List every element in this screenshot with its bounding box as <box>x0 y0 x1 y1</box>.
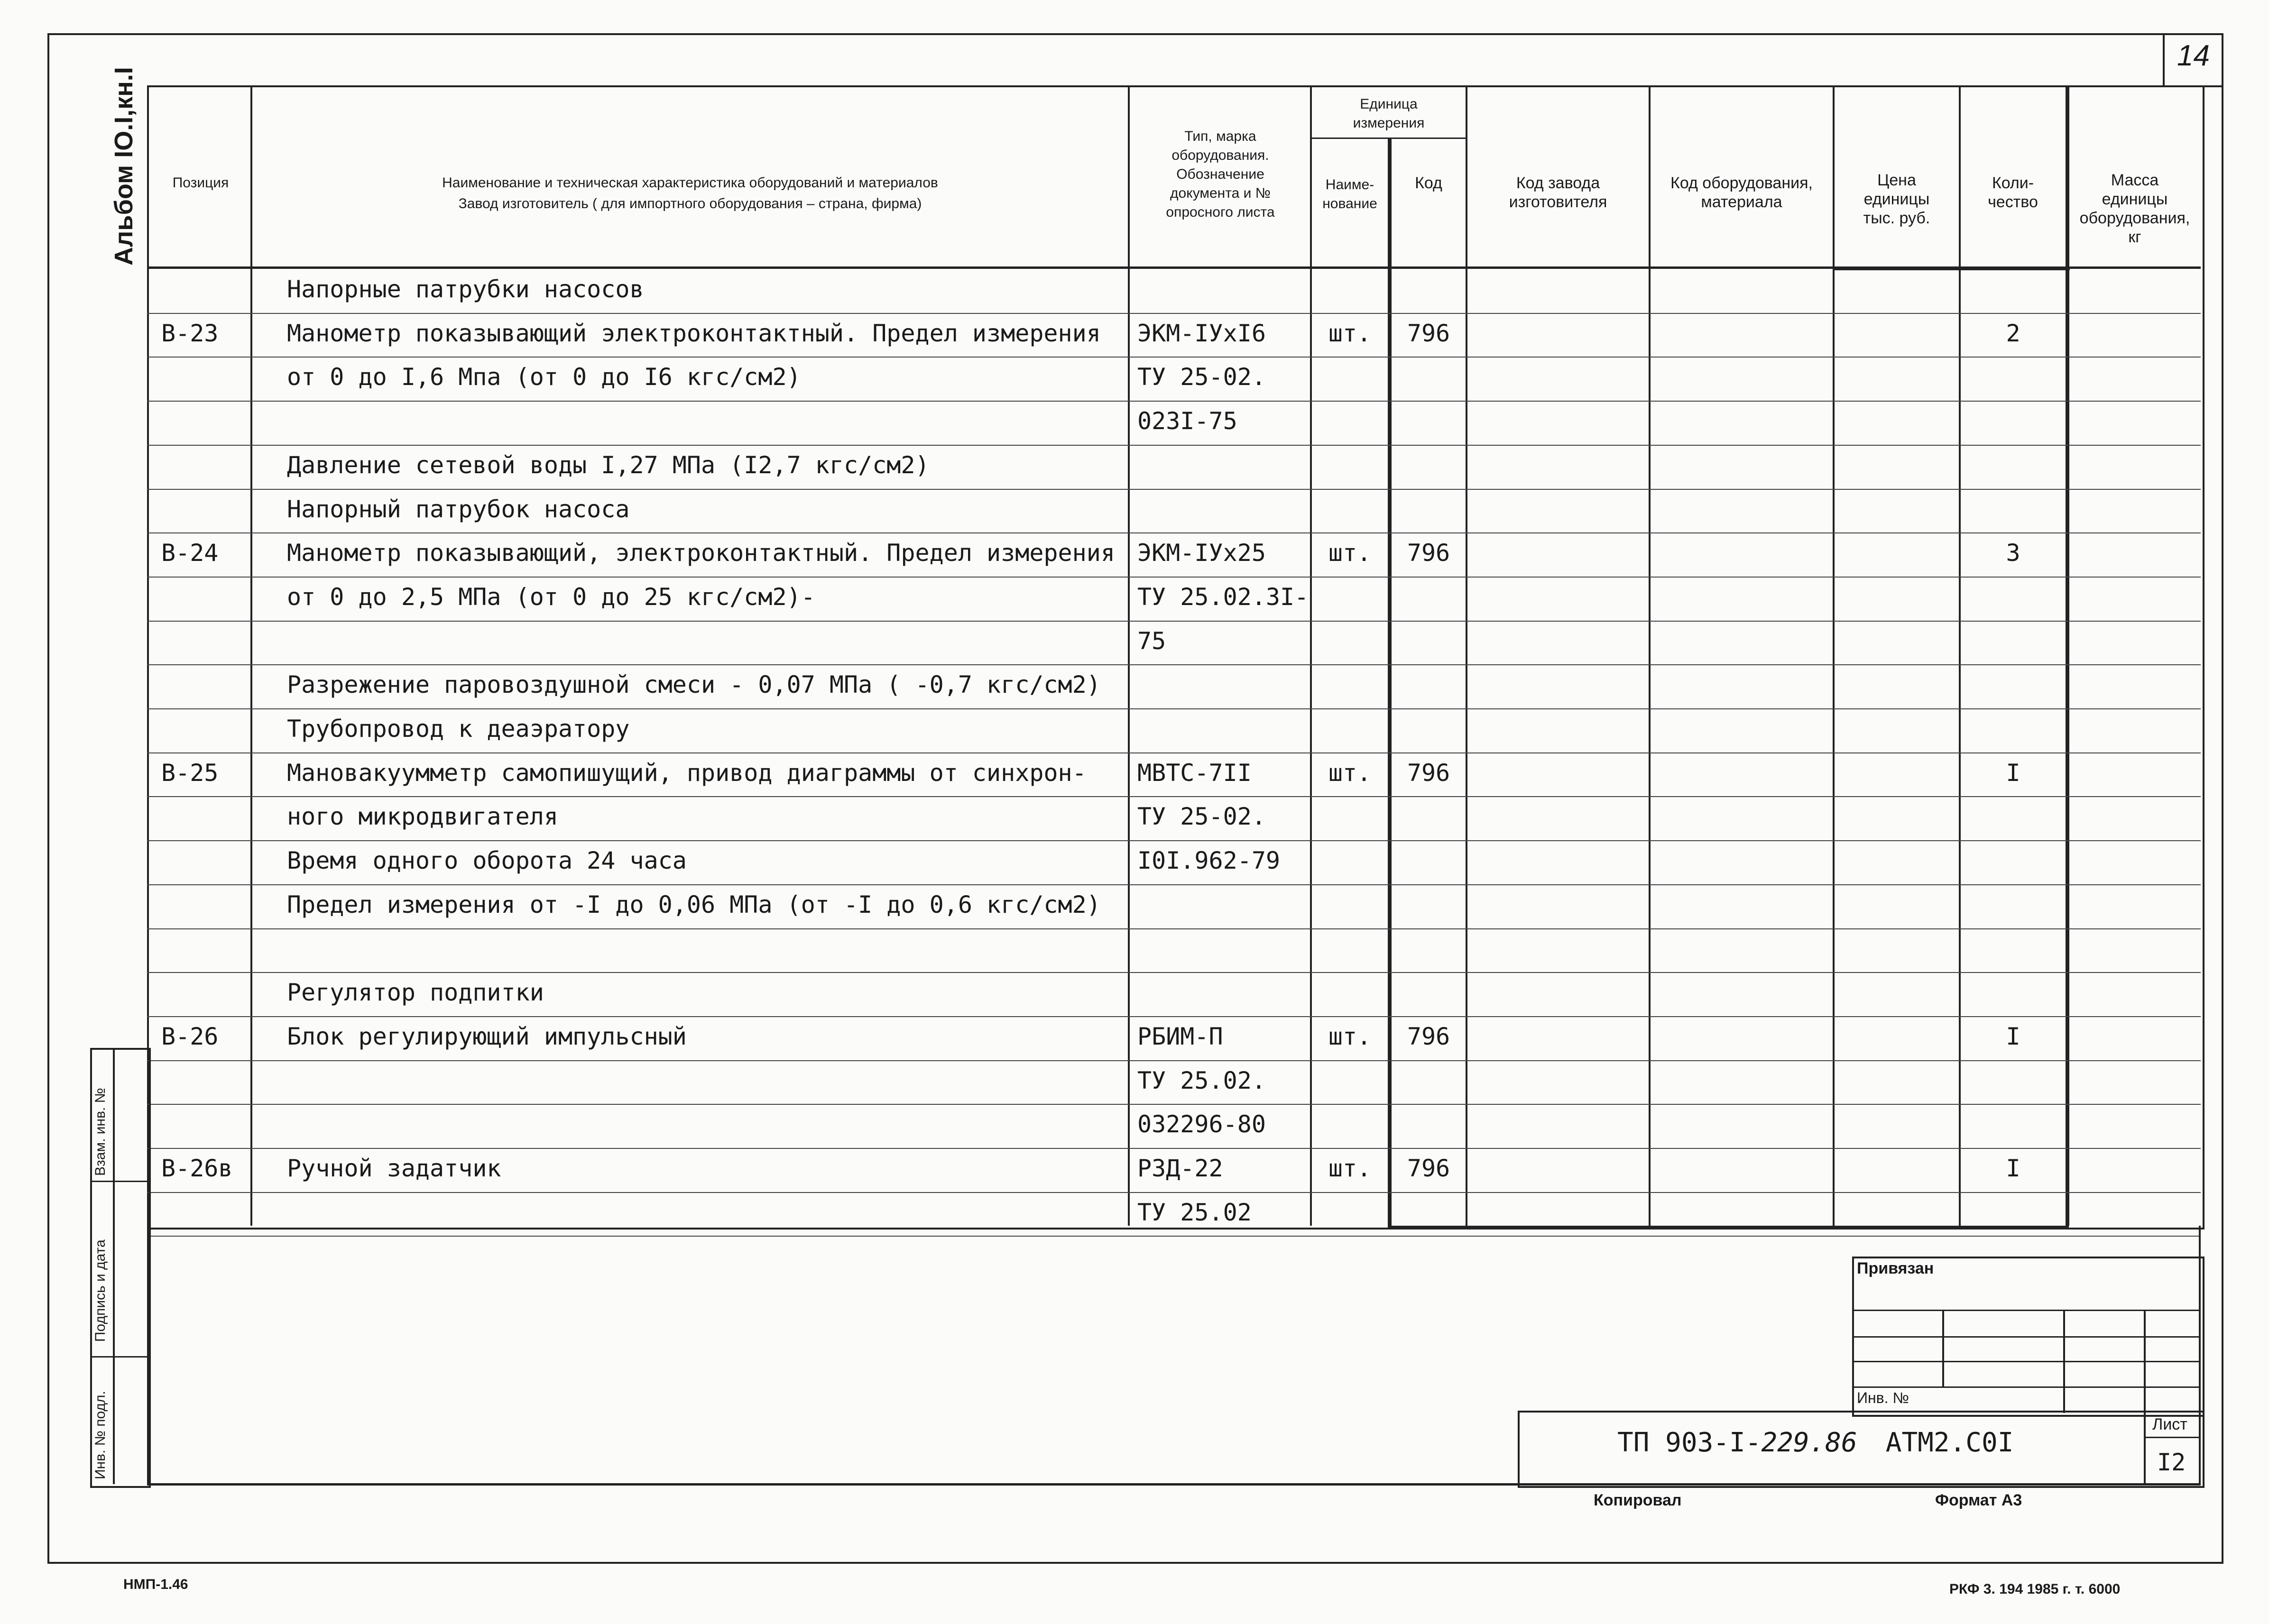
row-type: ТУ 25-02. <box>1137 803 1266 830</box>
row-type: 75 <box>1137 627 1166 655</box>
row-name: Давление сетевой воды I,27 МПа (I2,7 кгс/см2) <box>287 451 930 479</box>
row-qty: I <box>2006 759 2020 787</box>
header-qty: Коли- чество <box>1988 174 2038 211</box>
row-pos: В-26 <box>161 1023 219 1050</box>
row-unit: шт. <box>1328 320 1372 347</box>
row-qty: 2 <box>2006 320 2020 347</box>
row-name: Разрежение паровоздушной смеси - 0,07 МПа ( -0,7 кгс/см2) <box>287 671 1101 698</box>
row-pos: В-23 <box>161 320 219 347</box>
row-name: Регулятор подпитки <box>287 979 544 1006</box>
row-code: 796 <box>1407 539 1450 567</box>
row-type: МВТС-7II <box>1137 759 1252 787</box>
row-code: 796 <box>1407 1023 1450 1050</box>
header-equip-code: Код оборудования, материала <box>1670 174 1813 211</box>
row-name: Ручной задатчик <box>287 1155 501 1182</box>
row-type: ЭКМ-IУх25 <box>1137 539 1266 567</box>
row-type: РБИМ-П <box>1137 1023 1223 1050</box>
row-name: Трубопровод к деаэратору <box>287 715 630 743</box>
row-type: 023I-75 <box>1137 407 1237 435</box>
header-name-line2: Завод изготовитель ( для импортного оборудования – страна, фирма) <box>458 196 922 211</box>
row-name: Время одного оборота 24 часа <box>287 847 687 874</box>
row-name: Блок регулирующий импульсный <box>287 1023 687 1050</box>
row-pos: В-26в <box>161 1155 233 1182</box>
header-unit-group: Единица измерения <box>1353 96 1425 131</box>
row-name: ного микродвигателя <box>287 803 558 830</box>
side-label-vzam: Взам. инв. № <box>92 1088 108 1176</box>
row-name: Манометр показывающий электроконтактный. Предел измерения <box>287 320 1101 347</box>
doc-code: ТП 903-I-229.86 АТМ2.С0I <box>1617 1427 2014 1458</box>
row-unit: шт. <box>1328 1155 1372 1182</box>
header-name-line1: Наименование и техническая характеристика оборудований и материалов <box>442 175 938 191</box>
format-label: Формат А3 <box>1935 1491 2022 1509</box>
sheet-number: I2 <box>2157 1449 2186 1476</box>
header-mass: Масса единицы оборудования, кг <box>2079 171 2190 246</box>
album-label: Альбом IO.I,кн.I <box>110 67 138 266</box>
stamp-attached-label: Привязан <box>1857 1259 1934 1277</box>
header-type: Тип, марка оборудования. Обозначение документа и № опросного листа <box>1166 128 1275 220</box>
row-name: от 0 до I,6 Мпа (от 0 до I6 кгс/см2) <box>287 363 801 391</box>
row-code: 796 <box>1407 1155 1450 1182</box>
row-pos: В-25 <box>161 759 219 787</box>
row-pos: В-24 <box>161 539 219 567</box>
footer-right: РКФ 3. 194 1985 г. т. 6000 <box>1949 1581 2121 1597</box>
footer-left: НМП-1.46 <box>123 1577 188 1592</box>
sheet-label: Лист <box>2152 1415 2187 1433</box>
row-name: Предел измерения от -I до 0,06 МПа (от -I до 0,6 кгс/см2) <box>287 891 1101 918</box>
row-type: ТУ 25.02.3I- <box>1137 583 1309 611</box>
row-type: ЭКМ-IУхI6 <box>1137 320 1266 347</box>
page-number: 14 <box>2177 39 2210 72</box>
row-type: ТУ 25.02 <box>1137 1199 1252 1226</box>
header-unit-code: Код <box>1415 174 1442 192</box>
header-position: Позиция <box>172 175 229 191</box>
header-unit-name: Наиме- нование <box>1322 177 1377 211</box>
side-label-sign: Подпись и дата <box>92 1239 108 1342</box>
stamp-inv-label: Инв. № <box>1857 1389 1909 1406</box>
row-name: Манометр показывающий, электроконтактный. Предел измерения <box>287 539 1115 567</box>
row-name: от 0 до 2,5 МПа (от 0 до 25 кгс/см2)- <box>287 583 815 611</box>
side-label-inv: Инв. № подл. <box>92 1391 108 1479</box>
row-type: I0I.962-79 <box>1137 847 1281 874</box>
row-unit: шт. <box>1328 539 1372 567</box>
row-type: ТУ 25-02. <box>1137 363 1266 391</box>
row-code: 796 <box>1407 759 1450 787</box>
header-plant-code: Код завода изготовителя <box>1509 174 1607 211</box>
header-price: Цена единицы тыс. руб. <box>1863 171 1930 227</box>
row-name: Мановакуумметр самопишущий, привод диаграммы от синхрон- <box>287 759 1087 787</box>
row-type: ТУ 25.02. <box>1137 1067 1266 1094</box>
row-type: 032296-80 <box>1137 1110 1266 1138</box>
row-unit: шт. <box>1328 759 1372 787</box>
row-qty: I <box>2006 1023 2020 1050</box>
row-qty: I <box>2006 1155 2020 1182</box>
row-type: РЗД-22 <box>1137 1155 1223 1182</box>
row-name: Напорные патрубки насосов <box>287 275 644 303</box>
row-qty: 3 <box>2006 539 2020 567</box>
row-unit: шт. <box>1328 1023 1372 1050</box>
copied-label: Копировал <box>1594 1491 1682 1509</box>
row-code: 796 <box>1407 320 1450 347</box>
row-name: Напорный патрубок насоса <box>287 495 630 523</box>
